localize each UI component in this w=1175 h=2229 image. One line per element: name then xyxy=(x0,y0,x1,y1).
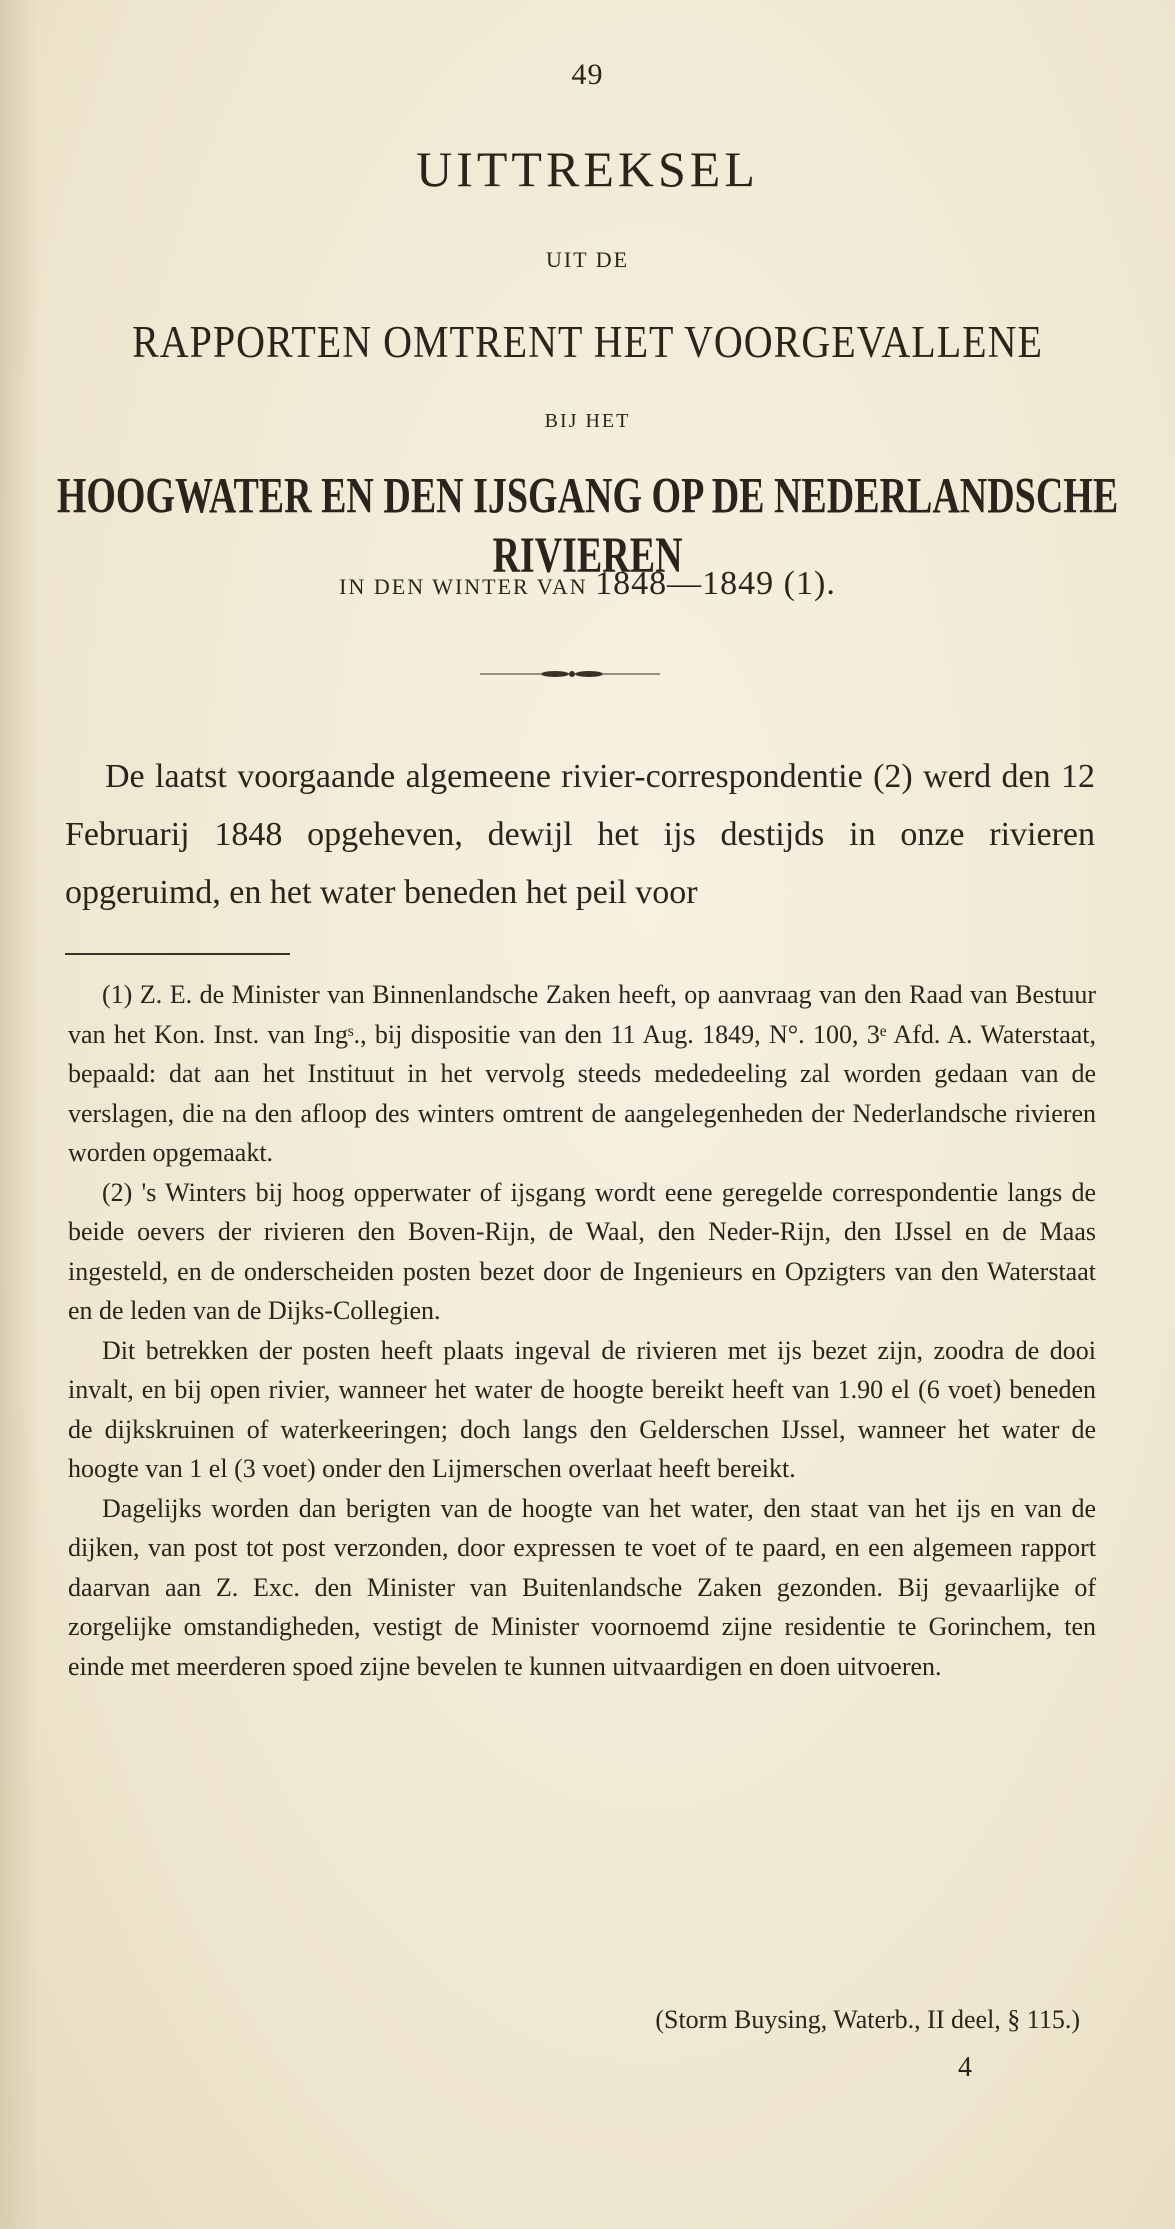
footnotes xyxy=(68,975,1096,1686)
page-number-top: 49 xyxy=(571,58,604,91)
citation: (Storm Buysing, Waterb., II deel, § 115.) xyxy=(655,2005,1080,2034)
heading-subtitle xyxy=(0,565,1175,603)
heading-title-2: RAPPORTEN OMTRENT HET VOORGEVALLENE xyxy=(132,315,1043,368)
subtitle-prefix: IN DEN WINTER VAN xyxy=(339,574,588,599)
footnote-1: (1) Z. E. de Minister van Binnenlandsche Zaken heeft, op aanvraag van den Raad van Bestuur van het Kon. Inst. van Ingˢ., bij dispositie van den 11 Aug. 1849, N°. 100, 3ᵉ Afd. A. Waterstaat, bepaald: dat aan het Instituut in het vervolg steeds mededeeling zal worden gedaan van de verslagen, die na den afloop des winters omtrent de aangelegenheden der Nederlandsche rivieren worden opgemaakt. xyxy=(68,980,1096,1167)
heading-title-1: UITTREKSEL xyxy=(416,141,759,197)
footnote-2: (2) 's Winters bij hoog opperwater of ijsgang wordt eene geregelde correspondentie langs de beide oevers der rivieren den Boven-Rijn, de Waal, den Neder-Rijn, den IJssel en de Maas ingesteld, en de onderscheiden posten bezet door de Ingenieurs en Opzigters van den Waterstaat en de leden van de Dijks-Collegien. xyxy=(68,1177,1096,1325)
subtitle-year: 1848—1849 (1). xyxy=(595,565,836,602)
footnote-2-continuation-2: Dagelijks worden dan berigten van de hoogte van het water, den staat van het ijs en van de dijken, van post tot post verzonden, door expressen te voet of te paard, en een algemeen rapport daarvan aan Z. Exc. den Minister van Buitenlandsche Zaken gezonden. Bij gevaarlijke of zorgelijke omstandigheden, vestigt de Minister voornoemd zijne residentie te Gorinchem, ten einde met meerderen spoed zijne bevelen te kunnen uitvaardigen en doen uitvoeren. xyxy=(68,1493,1096,1681)
main-paragraph-text: De laatst voorgaande algemeene rivier-correspondentie (2) werd den 12 Februarij 1848 opgeheven, dewijl het ijs destijds in onze rivieren opgeruimd, en het water beneden het peil voor xyxy=(65,758,1095,911)
ornament-divider xyxy=(480,670,660,678)
heading-small-2: BIJ HET xyxy=(544,410,631,432)
heading-title-3: HOOGWATER EN DEN IJSGANG OP DE NEDERLANDSCHE RIVIEREN xyxy=(56,467,1119,585)
heading-small-1: UIT DE xyxy=(545,247,630,272)
page-number-bottom: 4 xyxy=(958,2052,972,2083)
footnote-rule xyxy=(65,953,290,955)
main-paragraph xyxy=(65,748,1095,922)
footnote-2-continuation-1: Dit betrekken der posten heeft plaats ingeval de rivieren met ijs bezet zijn, zoodra de dooi invalt, en bij open rivier, wanneer het water de hoogte bereikt heeft van 1.90 el (6 voet) beneden de dijkskruinen of waterkeeringen; doch langs den Gelderschen IJssel, wanneer het water de hoogte van 1 el (3 voet) onder den Lijmerschen overlaat heeft bereikt. xyxy=(68,1335,1096,1483)
